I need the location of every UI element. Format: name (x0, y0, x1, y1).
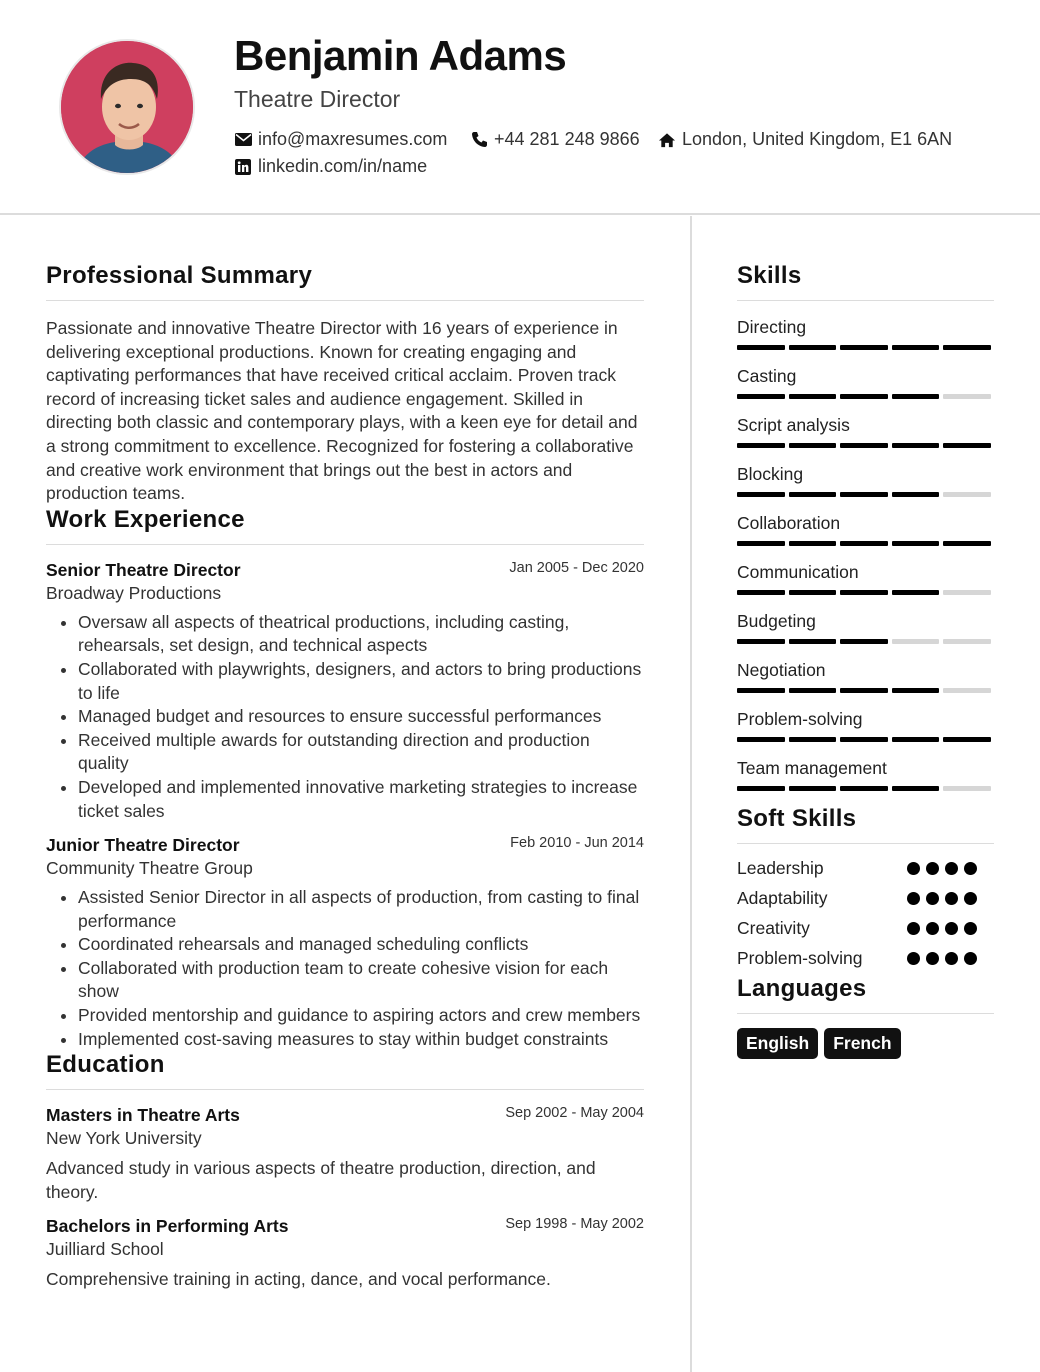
job-company: Broadway Productions (46, 582, 222, 603)
skill-level-segment (737, 688, 785, 693)
skill-level-segment (840, 443, 888, 448)
skill-level-segment (840, 786, 888, 791)
skill-level-segment (943, 737, 991, 742)
skill-level-bar (737, 541, 994, 547)
skill-level-bar (737, 688, 994, 694)
skill-level-bar (737, 492, 994, 498)
skill-level-segment (737, 786, 785, 791)
skill-level-segment (892, 737, 940, 742)
contact-phone[interactable] (470, 129, 640, 150)
job-bullets (46, 886, 644, 1051)
skill-name: Budgeting (737, 611, 816, 631)
rating-dot (926, 922, 939, 935)
section-divider (737, 300, 994, 301)
education-dates: Sep 1998 - May 2002 (505, 1216, 644, 1233)
contact-location (658, 129, 952, 150)
skill-level-segment (737, 590, 785, 595)
linkedin-text: linkedin.com/in/name (258, 156, 428, 176)
skill-item (737, 609, 994, 645)
school-name: Juilliard School (46, 1239, 164, 1260)
education-entry (46, 1105, 644, 1204)
avatar-illustration (61, 41, 195, 175)
job-bullet: • Developed and implemented innovative marketing strategies to increase ticket sales (78, 776, 644, 823)
skill-level-bar (737, 345, 994, 351)
job-bullet: • Coordinated rehearsals and managed scheduling conflicts (78, 933, 644, 957)
skill-level-segment (892, 394, 940, 399)
profile-photo (59, 39, 195, 175)
skill-level-segment (789, 639, 837, 644)
job-bullet: • Collaborated with playwrights, designers, and actors to bring productions to life (78, 658, 644, 705)
skill-level-segment (892, 492, 940, 497)
rating-dot (945, 952, 958, 965)
skill-level-segment (737, 541, 785, 546)
skill-level-segment (840, 737, 888, 742)
skill-level-segment (943, 786, 991, 791)
soft-skill-name: Problem-solving (737, 947, 863, 968)
skill-level-segment (789, 492, 837, 497)
soft-skill-item (737, 853, 994, 883)
rating-dot (907, 862, 920, 875)
education-heading: Education (46, 1051, 165, 1079)
skill-level-segment (737, 737, 785, 742)
skill-level-bar (737, 639, 994, 645)
skill-level-segment (892, 688, 940, 693)
skill-item (737, 315, 994, 351)
rating-dot (945, 892, 958, 905)
languages-heading: Languages (737, 975, 867, 1002)
skill-level-bar (737, 590, 994, 596)
phone-icon (470, 131, 488, 149)
candidate-title: Theatre Director (234, 86, 401, 112)
location-text: London, United Kingdom, E1 6AN (682, 129, 953, 149)
contact-email[interactable] (234, 129, 447, 150)
job-bullet: • Managed budget and resources to ensure successful performances (78, 705, 644, 729)
rating-dot (964, 892, 977, 905)
home-icon (658, 131, 676, 149)
skill-level-segment (943, 541, 991, 546)
education-description: Comprehensive training in acting, dance, and vocal performance. (46, 1269, 551, 1290)
skill-level-bar (737, 394, 994, 400)
skill-name: Directing (737, 317, 807, 337)
job-dates: Feb 2010 - Jun 2014 (510, 835, 644, 852)
skill-level-segment (789, 394, 837, 399)
skill-level-segment (840, 394, 888, 399)
skill-level-segment (892, 443, 940, 448)
rating-dot (907, 922, 920, 935)
skill-level-segment (840, 590, 888, 595)
skill-item (737, 511, 994, 547)
skill-level-segment (943, 639, 991, 644)
skill-level-segment (892, 590, 940, 595)
skill-name: Script analysis (737, 415, 850, 435)
job-entry (46, 835, 644, 1051)
job-dates: Jan 2005 - Dec 2020 (509, 559, 644, 576)
skill-item (737, 658, 994, 694)
soft-skill-item (737, 883, 994, 913)
job-entry (46, 560, 644, 823)
skill-item (737, 462, 994, 498)
skill-name: Blocking (737, 464, 804, 484)
soft-skill-rating (907, 922, 977, 935)
experience-section (46, 506, 644, 1052)
soft-skill-item (737, 913, 994, 943)
skill-name: Collaboration (737, 513, 841, 533)
rating-dot (964, 922, 977, 935)
skill-level-segment (892, 345, 940, 350)
skill-name: Team management (737, 758, 887, 778)
skill-item (737, 756, 994, 792)
skill-name: Negotiation (737, 660, 826, 680)
job-bullet: • Provided mentorship and guidance to aspiring actors and crew members (78, 1004, 644, 1028)
skill-level-segment (737, 394, 785, 399)
section-divider (46, 300, 644, 301)
skill-item (737, 707, 994, 743)
section-divider (737, 843, 994, 844)
skill-item (737, 364, 994, 400)
rating-dot (964, 952, 977, 965)
skill-level-segment (789, 688, 837, 693)
job-bullets (46, 611, 644, 823)
skill-level-segment (789, 590, 837, 595)
education-entry (46, 1216, 644, 1292)
languages-section (737, 975, 994, 1059)
soft-skill-name: Leadership (737, 857, 824, 878)
skill-level-segment (943, 394, 991, 399)
envelope-icon (234, 131, 252, 149)
candidate-name: Benjamin Adams (234, 32, 567, 79)
skills-list (737, 315, 994, 792)
soft-skills-section (737, 805, 994, 973)
skill-level-segment (943, 590, 991, 595)
skill-item (737, 413, 994, 449)
job-title: Senior Theatre Director (46, 559, 241, 580)
sidebar-column (737, 262, 994, 1059)
skill-level-segment (943, 443, 991, 448)
education-description: Advanced study in various aspects of theatre production, direction, and theory. (46, 1158, 596, 1202)
skill-level-segment (943, 492, 991, 497)
rating-dot (926, 952, 939, 965)
soft-skill-rating (907, 862, 977, 875)
job-bullet: • Oversaw all aspects of theatrical productions, including casting, rehearsals, set design, and technical aspects (78, 611, 644, 658)
skill-level-segment (943, 688, 991, 693)
degree-title: Bachelors in Performing Arts (46, 1216, 289, 1237)
rating-dot (907, 892, 920, 905)
skill-level-segment (789, 345, 837, 350)
skill-name: Problem-solving (737, 709, 863, 729)
job-bullet: • Implemented cost-saving measures to stay within budget constraints (78, 1028, 644, 1052)
job-title: Junior Theatre Director (46, 835, 240, 856)
soft-skill-name: Adaptability (737, 887, 828, 908)
skill-level-segment (737, 639, 785, 644)
skill-level-segment (840, 688, 888, 693)
summary-text: Passionate and innovative Theatre Director with 16 years of experience in delivering exceptional productions. Known for creating engaging and captivating performances that have received critical acclaim. Proven track record of increasing ticket sales and audience engagement. Skilled in directing both classic and contemporary plays, with a keen eye for detail and a strong commitment to excellence. Recognized for fostering a collaborative and creative work environment that brings out the best in actors and production teams. (46, 318, 638, 504)
degree-title: Masters in Theatre Arts (46, 1105, 240, 1126)
skill-level-segment (789, 737, 837, 742)
soft-skill-rating (907, 892, 977, 905)
education-section (46, 1051, 644, 1292)
soft-skill-rating (907, 952, 977, 965)
job-bullet: • Received multiple awards for outstanding direction and production quality (78, 729, 644, 776)
linkedin-icon (234, 158, 252, 176)
skill-level-segment (840, 345, 888, 350)
skills-heading: Skills (737, 262, 802, 289)
rating-dot (945, 862, 958, 875)
rating-dot (945, 922, 958, 935)
section-divider (737, 1013, 994, 1014)
experience-heading: Work Experience (46, 505, 245, 533)
job-bullet: • Assisted Senior Director in all aspects of production, from casting to final performance (78, 886, 644, 933)
resume-header (0, 0, 1040, 215)
skills-section (737, 262, 994, 792)
skill-level-segment (892, 786, 940, 791)
soft-skills-list (737, 853, 994, 973)
skill-level-segment (737, 345, 785, 350)
skill-name: Communication (737, 562, 859, 582)
skill-level-segment (943, 345, 991, 350)
job-company: Community Theatre Group (46, 858, 253, 879)
skill-level-bar (737, 443, 994, 449)
school-name: New York University (46, 1128, 202, 1149)
email-text: info@maxresumes.com (258, 129, 448, 149)
language-badge: French (824, 1028, 900, 1059)
rating-dot (907, 952, 920, 965)
skill-level-segment (737, 492, 785, 497)
skill-level-segment (737, 443, 785, 448)
section-divider (46, 544, 644, 545)
main-column (46, 262, 644, 1292)
languages-list (737, 1028, 994, 1059)
rating-dot (964, 862, 977, 875)
skill-level-segment (840, 492, 888, 497)
rating-dot (926, 862, 939, 875)
skill-level-segment (789, 786, 837, 791)
summary-heading: Professional Summary (46, 262, 313, 289)
section-divider (46, 1089, 644, 1090)
skill-item (737, 560, 994, 596)
skill-level-bar (737, 737, 994, 743)
language-badge: English (737, 1028, 818, 1059)
rating-dot (926, 892, 939, 905)
skill-level-segment (840, 541, 888, 546)
skill-level-segment (892, 541, 940, 546)
skill-level-segment (840, 639, 888, 644)
contact-linkedin[interactable] (234, 156, 427, 177)
education-dates: Sep 2002 - May 2004 (505, 1105, 644, 1122)
skill-name: Casting (737, 366, 797, 386)
skill-level-segment (892, 639, 940, 644)
job-bullet: • Collaborated with production team to create cohesive vision for each show (78, 957, 644, 1004)
skill-level-segment (789, 443, 837, 448)
soft-skill-item (737, 943, 994, 973)
skill-level-segment (789, 541, 837, 546)
soft-skill-name: Creativity (737, 917, 810, 938)
phone-text: +44 281 248 9866 (494, 129, 640, 149)
soft-skills-heading: Soft Skills (737, 805, 857, 832)
column-divider (690, 216, 692, 1372)
skill-level-bar (737, 786, 994, 792)
summary-section (46, 262, 644, 506)
